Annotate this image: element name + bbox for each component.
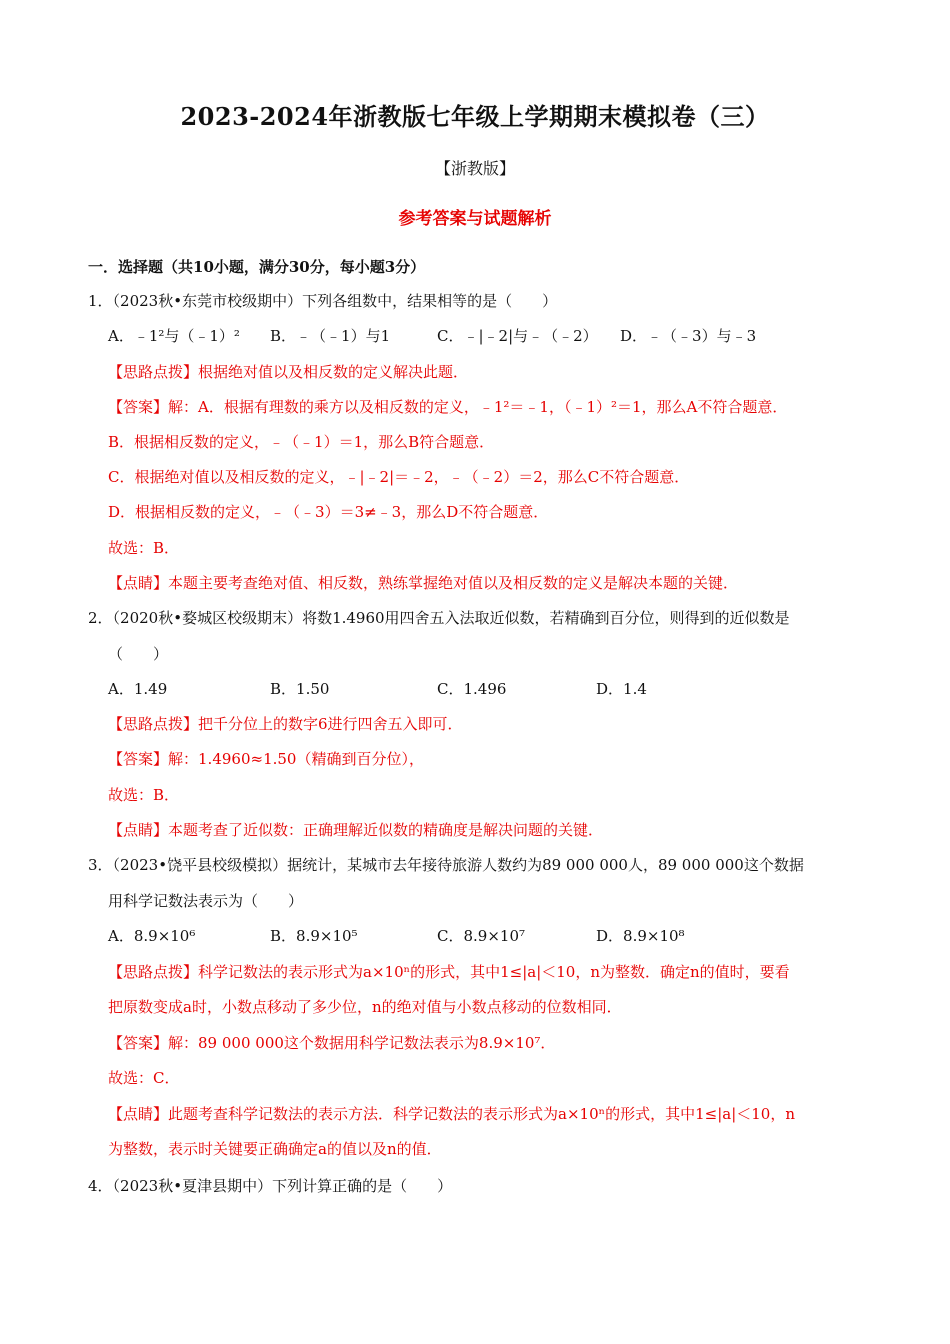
answer-tag: 【答案】 — [108, 1034, 169, 1052]
question-2-stem-cont: （ ） — [108, 645, 169, 663]
q1-option-c: C．﹣|﹣2|与﹣（﹣2） — [437, 327, 598, 345]
q1-option-d: D．﹣（﹣3）与﹣3 — [620, 327, 757, 345]
q1-hint-text: 根据绝对值以及相反数的定义解决此题． — [198, 363, 469, 381]
hint-tag: 【思路点拨】 — [108, 363, 199, 381]
question-3-stem-cont: 用科学记数法表示为（ ） — [108, 892, 304, 910]
q1-option-b: B．﹣（﹣1）与1 — [270, 327, 391, 345]
q2-choice: 故选：B． — [108, 786, 180, 804]
question-2-stem: 2．（2020秋•婺城区校级期末）将数1.4960用四舍五入法取近似数，若精确到百分位，则得到的近似数是 — [88, 609, 790, 627]
q2-option-d: D．1.4 — [596, 680, 647, 698]
q3-answer-text: 解：89 000 000这个数据用科学记数法表示为8.9×10⁷． — [168, 1034, 556, 1052]
q1-choice: 故选：B． — [108, 539, 180, 557]
q1-answer-c: C．根据绝对值以及相反数的定义，﹣|﹣2|＝﹣2，﹣（﹣2）＝2，那么C不符合题意． — [108, 468, 690, 486]
q3-option-c: C．8.9×10⁷ — [437, 927, 526, 945]
comment-tag: 【点睛】 — [108, 1105, 169, 1123]
q2-hint — [108, 714, 463, 734]
edition-label: 【浙教版】 — [434, 159, 515, 178]
hint-tag: 【思路点拨】 — [108, 715, 199, 733]
q2-answer — [108, 749, 424, 769]
q1-answer-a: 解：A．根据有理数的乘方以及相反数的定义，﹣1²＝﹣1，（﹣1）²＝1，那么A不符合题意． — [168, 398, 788, 416]
q3-comment-text: 此题考查科学记数法的表示方法．科学记数法的表示形式为a×10ⁿ的形式，其中1≤|a|＜10，n — [168, 1105, 796, 1123]
q3-answer — [108, 1033, 555, 1053]
q3-option-d: D．8.9×10⁸ — [596, 927, 685, 945]
page-title: 2023-2024年浙教版七年级上学期期末模拟卷（三） — [180, 102, 770, 131]
question-1-stem: 1．（2023秋•东莞市校级期中）下列各组数中，结果相等的是（ ） — [88, 292, 558, 310]
q2-option-c: C．1.496 — [437, 680, 507, 698]
q1-answer-d: D．根据相反数的定义，﹣（﹣3）＝3≠﹣3，那么D不符合题意． — [108, 503, 549, 521]
question-2-options — [108, 679, 647, 699]
comment-tag: 【点睛】 — [108, 821, 169, 839]
q1-hint — [108, 362, 468, 382]
answers-heading: 参考答案与试题解析 — [398, 209, 552, 229]
q3-choice: 故选：C． — [108, 1069, 180, 1087]
answer-tag: 【答案】 — [108, 398, 169, 416]
q3-comment — [108, 1104, 795, 1124]
q1-option-a: A．﹣1²与（﹣1）² — [108, 327, 240, 345]
q2-comment-text: 本题考查了近似数：正确理解近似数的精确度是解决问题的关键． — [168, 821, 604, 839]
comment-tag: 【点睛】 — [108, 574, 169, 592]
q1-answer — [108, 397, 787, 417]
question-3-stem: 3．（2023•饶平县校级模拟）据统计，某城市去年接待旅游人数约为89 000 000人，89 000 000这个数据 — [88, 856, 804, 874]
section-heading: 一．选择题（共10小题，满分30分，每小题3分） — [88, 258, 426, 276]
q3-option-a: A．8.9×10⁶ — [108, 927, 196, 945]
q2-comment — [108, 820, 603, 840]
q3-hint-cont: 把原数变成a时，小数点移动了多少位，n的绝对值与小数点移动的位数相同． — [108, 998, 622, 1016]
question-4-stem: 4．（2023秋•夏津县期中）下列计算正确的是（ ） — [88, 1177, 453, 1195]
q1-answer-b: B．根据相反数的定义，﹣（﹣1）＝1，那么B符合题意． — [108, 433, 495, 451]
q3-hint-text: 科学记数法的表示形式为a×10ⁿ的形式，其中1≤|a|＜10，n为整数．确定n的值时，要看 — [198, 963, 790, 981]
q2-option-a: A．1.49 — [108, 680, 168, 698]
q2-option-b: B．1.50 — [270, 680, 330, 698]
q3-comment-cont: 为整数，表示时关键要正确确定a的值以及n的值． — [108, 1140, 442, 1158]
answer-tag: 【答案】 — [108, 750, 169, 768]
q2-answer-text: 解：1.4960≈1.50（精确到百分位）， — [168, 750, 424, 768]
question-3-options — [108, 926, 685, 946]
question-1-options — [108, 326, 756, 346]
hint-tag: 【思路点拨】 — [108, 963, 199, 981]
q1-comment — [108, 573, 738, 593]
q3-hint — [108, 962, 790, 982]
q3-option-b: B．8.9×10⁵ — [270, 927, 358, 945]
q2-hint-text: 把千分位上的数字6进行四舍五入即可． — [198, 715, 463, 733]
q1-comment-text: 本题主要考查绝对值、相反数，熟练掌握绝对值以及相反数的定义是解决本题的关键． — [168, 574, 739, 592]
